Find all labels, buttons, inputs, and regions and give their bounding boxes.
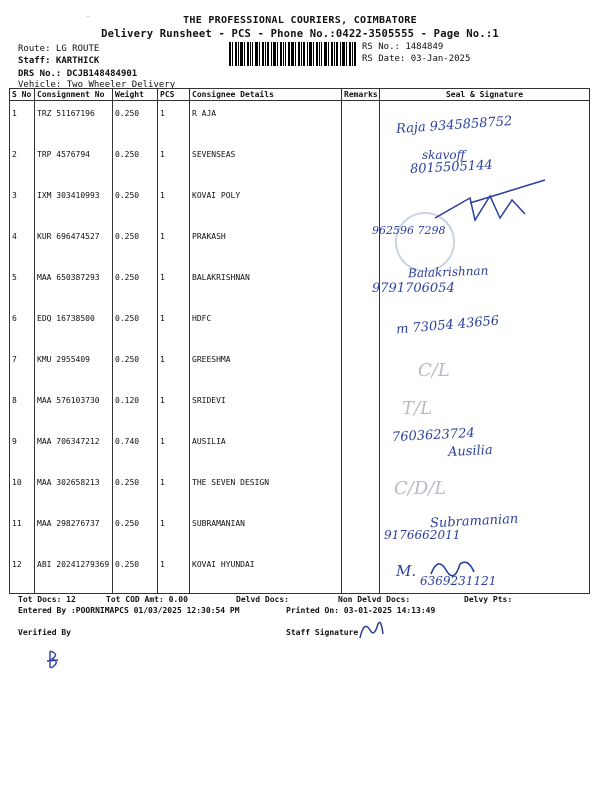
- table-row: [10, 429, 590, 470]
- verifier-initial-scribble: [44, 648, 64, 672]
- table-row: [10, 224, 590, 265]
- consignment-number: MAA 650387293: [37, 273, 100, 282]
- table-header-row: [10, 89, 590, 101]
- pieces: 1: [160, 478, 165, 487]
- handwritten-note: Balakrishnan: [407, 263, 489, 281]
- consignee-name-cell: [190, 552, 342, 594]
- consignee-name-cell: [190, 511, 342, 552]
- serial-number-cell: [10, 511, 35, 552]
- serial-number-cell: [10, 101, 35, 143]
- rs-number: RS No.: 1484849: [362, 42, 444, 52]
- drs-number: DRS No.: DCJB148484901: [18, 69, 138, 79]
- consignment-number: TRZ 51167196: [37, 109, 95, 118]
- serial-number-cell: [10, 552, 35, 594]
- remarks-cell: [342, 429, 380, 470]
- weight-cell: [113, 347, 158, 388]
- pieces: 1: [160, 273, 165, 282]
- consignee-name-cell: [190, 388, 342, 429]
- pieces-cell: [158, 101, 190, 143]
- consignee-name: SRIDEVI: [192, 396, 226, 405]
- consignee-name-cell: [190, 347, 342, 388]
- corner-mark: ~: [86, 12, 91, 21]
- weight-cell: [113, 470, 158, 511]
- vehicle-label: Vehicle: Two Wheeler Delivery: [18, 80, 176, 90]
- table-row: [10, 347, 590, 388]
- column-header: S No: [10, 89, 35, 101]
- handwritten-note: Raja 9345858752: [395, 113, 513, 138]
- non-delivered-docs: Non Delvd Docs:: [338, 595, 411, 604]
- column-header: Weight: [113, 89, 158, 101]
- consignee-name-cell: [190, 224, 342, 265]
- consignment-number-cell: [35, 224, 113, 265]
- serial-number-cell: [10, 224, 35, 265]
- weight-cell: [113, 511, 158, 552]
- table-row: [10, 470, 590, 511]
- column-header: Remarks: [342, 89, 380, 101]
- weight: 0.740: [115, 437, 140, 446]
- pieces-cell: [158, 388, 190, 429]
- printed-on: Printed On: 03-01-2025 14:13:49: [286, 606, 436, 615]
- serial-number: 8: [12, 396, 17, 405]
- consignee-name-cell: [190, 470, 342, 511]
- consignment-number: ABI 20241279369: [37, 560, 110, 569]
- consignment-number-cell: [35, 183, 113, 224]
- consignment-number-cell: [35, 101, 113, 143]
- verified-by-label: Verified By: [18, 628, 71, 637]
- weight: 0.250: [115, 109, 140, 118]
- consignment-number: KUR 696474527: [37, 232, 100, 241]
- serial-number: 7: [12, 355, 17, 364]
- serial-number: 3: [12, 191, 17, 200]
- consignee-name: SEVENSEAS: [192, 150, 236, 159]
- weight: 0.250: [115, 355, 140, 364]
- handwritten-note: Ausilia: [447, 442, 494, 461]
- delivery-points: Delvy Pts:: [464, 595, 513, 604]
- consignment-number-cell: [35, 552, 113, 594]
- consignment-number: TRP 4576794: [37, 150, 90, 159]
- consignee-name: GREESHMA: [192, 355, 231, 364]
- weight-cell: [113, 306, 158, 347]
- weight: 0.120: [115, 396, 140, 405]
- weight-cell: [113, 388, 158, 429]
- consignment-number: IXM 303410993: [37, 191, 100, 200]
- handwritten-note: T/L: [402, 398, 433, 419]
- barcode: [229, 42, 356, 66]
- serial-number-cell: [10, 142, 35, 183]
- weight: 0.250: [115, 478, 140, 487]
- consignee-name-cell: [190, 183, 342, 224]
- pieces-cell: [158, 470, 190, 511]
- company-name: THE PROFESSIONAL COURIERS, COIMBATORE: [183, 15, 417, 26]
- serial-number-cell: [10, 347, 35, 388]
- handwritten-note: 6369231121: [420, 574, 497, 588]
- pieces-cell: [158, 265, 190, 306]
- consignment-number: MAA 706347212: [37, 437, 100, 446]
- signature-scribble: [430, 178, 550, 228]
- handwritten-note: 8015505144: [409, 157, 494, 178]
- consignment-number: KMU 2955409: [37, 355, 90, 364]
- consignee-name: THE SEVEN DESIGN: [192, 478, 270, 487]
- handwritten-note: 9176662011: [384, 528, 461, 542]
- pieces-cell: [158, 429, 190, 470]
- consignee-name: AUSILIA: [192, 437, 226, 446]
- pieces-cell: [158, 347, 190, 388]
- pieces-cell: [158, 511, 190, 552]
- weight-cell: [113, 101, 158, 143]
- serial-number: 5: [12, 273, 17, 282]
- weight-cell: [113, 265, 158, 306]
- consignment-number-cell: [35, 470, 113, 511]
- consignee-name-cell: [190, 265, 342, 306]
- staff-signature-label: Staff Signature: [286, 628, 359, 637]
- weight-cell: [113, 429, 158, 470]
- staff-label: Staff: KARTHICK: [18, 56, 100, 66]
- serial-number: 2: [12, 150, 17, 159]
- weight: 0.250: [115, 232, 140, 241]
- entered-by: Entered By :POORNIMAPCS 01/03/2025 12:30:54 PM: [18, 606, 240, 615]
- staff-signature-scribble: [356, 616, 386, 642]
- weight: 0.250: [115, 150, 140, 159]
- remarks-cell: [342, 552, 380, 594]
- pieces-cell: [158, 306, 190, 347]
- consignment-number: EDQ 16738500: [37, 314, 95, 323]
- column-header: Consignee Details: [190, 89, 342, 101]
- serial-number-cell: [10, 429, 35, 470]
- weight: 0.250: [115, 191, 140, 200]
- column-header: Consignment No: [35, 89, 113, 101]
- serial-number-cell: [10, 388, 35, 429]
- handwritten-note: C/L: [418, 360, 450, 381]
- serial-number: 9: [12, 437, 17, 446]
- pieces-cell: [158, 552, 190, 594]
- pieces: 1: [160, 109, 165, 118]
- pieces: 1: [160, 396, 165, 405]
- consignment-number-cell: [35, 388, 113, 429]
- table-row: [10, 306, 590, 347]
- handwritten-note: 9791706054: [372, 281, 455, 296]
- table-row: [10, 388, 590, 429]
- weight-cell: [113, 183, 158, 224]
- consignee-name-cell: [190, 142, 342, 183]
- remarks-cell: [342, 470, 380, 511]
- handwritten-note: skavoff: [422, 148, 466, 162]
- weight: 0.250: [115, 519, 140, 528]
- serial-number: 4: [12, 232, 17, 241]
- handwritten-note: m 73054 43656: [395, 313, 500, 338]
- handwritten-note: 7603623724: [391, 425, 476, 446]
- handwritten-note: C/D/L: [394, 478, 447, 499]
- consignment-number-cell: [35, 511, 113, 552]
- serial-number-cell: [10, 470, 35, 511]
- total-docs: Tot Docs: 12: [18, 595, 76, 604]
- consignee-name-cell: [190, 101, 342, 143]
- consignment-number: MAA 576103730: [37, 396, 100, 405]
- consignee-name: PRAKASH: [192, 232, 226, 241]
- remarks-cell: [342, 142, 380, 183]
- pieces: 1: [160, 437, 165, 446]
- consignment-number-cell: [35, 347, 113, 388]
- pieces: 1: [160, 232, 165, 241]
- pieces: 1: [160, 191, 165, 200]
- pieces: 1: [160, 560, 165, 569]
- remarks-cell: [342, 306, 380, 347]
- pieces: 1: [160, 314, 165, 323]
- route-label: Route: LG ROUTE: [18, 44, 100, 54]
- table-row: [10, 142, 590, 183]
- weight-cell: [113, 142, 158, 183]
- serial-number-cell: [10, 306, 35, 347]
- pieces-cell: [158, 142, 190, 183]
- serial-number: 6: [12, 314, 17, 323]
- consignee-name: SUBRAMANIAN: [192, 519, 245, 528]
- handwritten-note: 962596 7298: [372, 224, 446, 237]
- pieces: 1: [160, 519, 165, 528]
- weight-cell: [113, 552, 158, 594]
- weight-cell: [113, 224, 158, 265]
- consignee-name: KOVAI POLY: [192, 191, 241, 200]
- remarks-cell: [342, 183, 380, 224]
- consignment-number: MAA 298276737: [37, 519, 100, 528]
- consignment-number: MAA 302658213: [37, 478, 100, 487]
- pieces: 1: [160, 150, 165, 159]
- consignee-name: KOVAI HYUNDAI: [192, 560, 255, 569]
- handwritten-note: Subramanian: [429, 511, 519, 532]
- remarks-cell: [342, 511, 380, 552]
- column-header: Seal & Signature: [380, 89, 590, 101]
- handwritten-note: M.: [396, 562, 417, 580]
- consignee-name-cell: [190, 429, 342, 470]
- serial-number-cell: [10, 265, 35, 306]
- serial-number: 1: [12, 109, 17, 118]
- consignment-number-cell: [35, 265, 113, 306]
- consignment-number-cell: [35, 142, 113, 183]
- pieces: 1: [160, 355, 165, 364]
- rs-date: RS Date: 03-Jan-2025: [362, 54, 471, 64]
- table-row: [10, 552, 590, 594]
- remarks-cell: [342, 347, 380, 388]
- weight: 0.250: [115, 273, 140, 282]
- runsheet-title: Delivery Runsheet - PCS - Phone No.:0422-3505555 - Page No.:1: [101, 28, 499, 40]
- serial-number-cell: [10, 183, 35, 224]
- total-cod-amount: Tot COD Amt: 0.00: [106, 595, 188, 604]
- delivered-docs: Delvd Docs:: [236, 595, 289, 604]
- weight: 0.250: [115, 314, 140, 323]
- consignment-number-cell: [35, 306, 113, 347]
- remarks-cell: [342, 101, 380, 143]
- table-row: [10, 265, 590, 306]
- serial-number: 10: [12, 478, 22, 487]
- pieces-cell: [158, 224, 190, 265]
- consignee-name: BALAKRISHNAN: [192, 273, 250, 282]
- remarks-cell: [342, 388, 380, 429]
- column-header: PCS: [158, 89, 190, 101]
- serial-number: 12: [12, 560, 22, 569]
- serial-number: 11: [12, 519, 22, 528]
- weight: 0.250: [115, 560, 140, 569]
- consignment-number-cell: [35, 429, 113, 470]
- consignee-name: HDFC: [192, 314, 212, 323]
- signature-cell: [380, 347, 590, 388]
- consignee-name-cell: [190, 306, 342, 347]
- consignee-name: R AJA: [192, 109, 217, 118]
- pieces-cell: [158, 183, 190, 224]
